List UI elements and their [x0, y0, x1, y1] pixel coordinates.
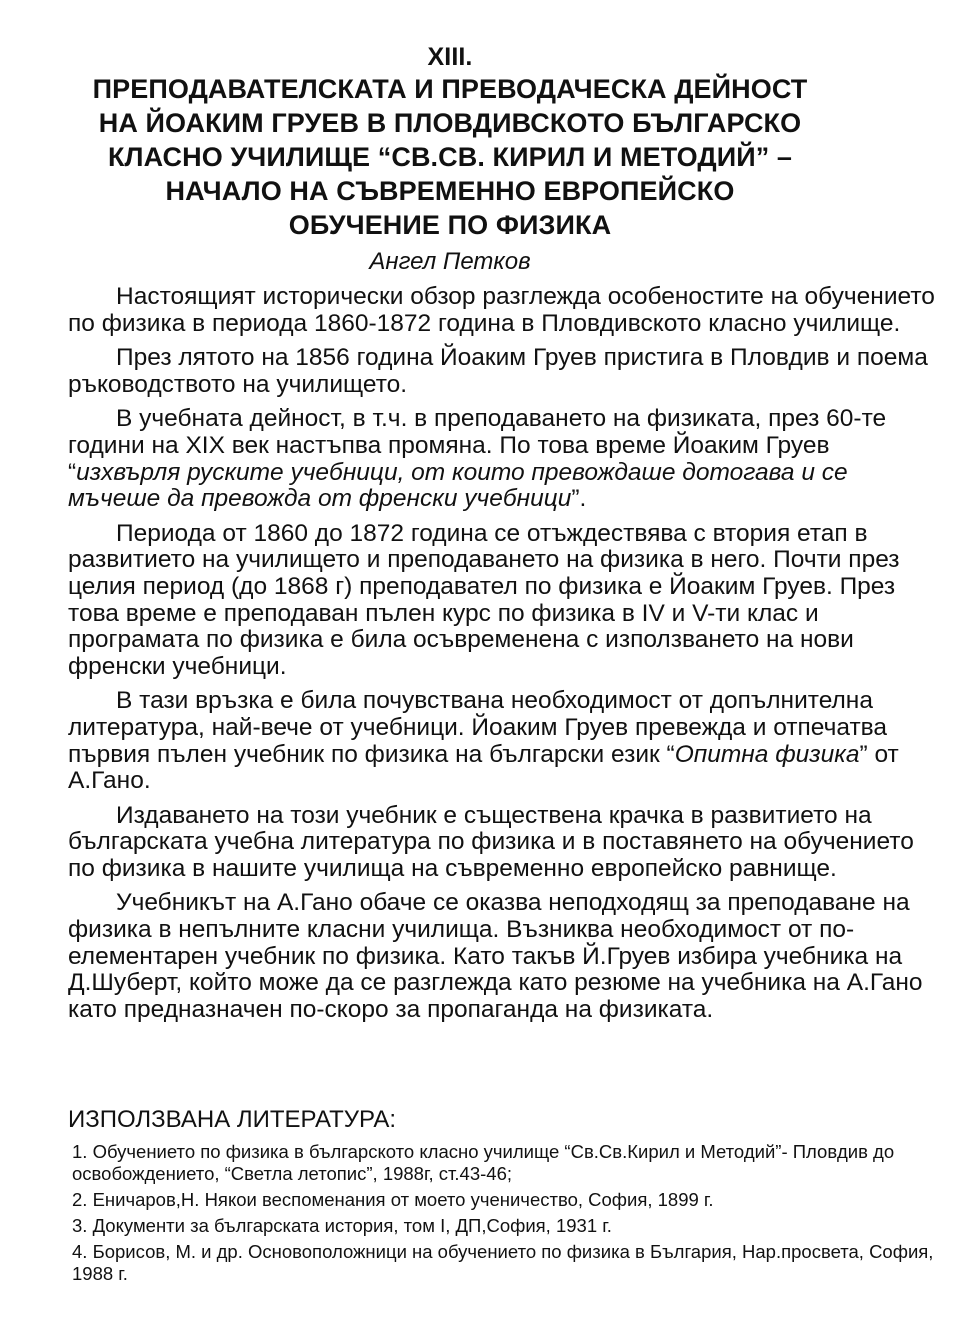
chapter-number: XIII.	[427, 43, 473, 71]
reference-item: 3. Документи за българската история, том I, ДП,София, 1931 г.	[72, 1215, 612, 1236]
paragraph: Настоящият исторически обзор разглежда особеностите на обучението по физика в периода 1860-1872 година в Пловдивското класно училище.	[68, 283, 935, 337]
reference-item: 4. Борисов, М. и др. Основоположници на обучението по физика в България, Нар.просвета, София, 1988 г.	[72, 1241, 934, 1284]
paragraph	[68, 688, 940, 794]
paragraph-text: ” от А.Гано.	[68, 740, 899, 795]
reference-item: 1. Обучението по физика в българското класно училище “Св.Св.Кирил и Методий”- Пловдив до освобождението, “Светла летопис”, 1988г, ст.43-46;	[72, 1141, 895, 1184]
article-title	[0, 72, 900, 242]
title-line: НАЧАЛО НА СЪВРЕМЕННО ЕВРОПЕЙСКО	[165, 176, 735, 206]
paragraph: Учебникът на А.Гано обаче се оказва неподходящ за преподаване на физика в непълните класни училища. Възниква необходимост от по-елементарен учебник по физика. Като такъв Й.Груев избира учебника на Д.Шуберт, който може да се разглежда като резюме на учебника на А.Гано като предназначен по-скоро за пропаганда на физиката.	[68, 889, 923, 1023]
paragraph	[68, 406, 940, 512]
paragraph-text: ”.	[571, 485, 587, 513]
references-list	[72, 1141, 942, 1289]
paragraph-text: В тази връзка е била почувствана необходимост от допълнителна литература, най-вече от учебници. Йоаким Груев превежда и отпечатва първия пълен учебник по физика на български език “	[68, 687, 888, 768]
references-heading: ИЗПОЛЗВАНА ЛИТЕРАТУРА:	[68, 1106, 397, 1133]
paragraph: Издаването на този учебник е съществена крачка в развитието на българската учебна литература по физика и в поставянето на обучението по физика в нашите училища на съвременно европейско равнище.	[68, 801, 914, 882]
book-title: Опитна физика	[674, 740, 860, 768]
article-body	[68, 284, 940, 1031]
author-name: Ангел Петков	[369, 248, 531, 275]
paragraph: Периода от 1860 до 1872 година се отъждествява с втория етап в развитието на училището и преподаването на физика в него. Почти през целия период (до 1868 г) преподавател по физика е Йоаким Груев. През това време е преподаван пълен курс по физика в IV и V-ти клас и програмата по физика е била осъвременена с използването на нови френски учебници.	[68, 519, 900, 680]
title-line: КЛАСНО УЧИЛИЩЕ “СВ.СВ. КИРИЛ И МЕТОДИЙ” –	[107, 142, 793, 172]
title-line: ПРЕПОДАВАТЕЛСКАТА И ПРЕВОДАЧЕСКА ДЕЙНОСТ	[92, 74, 808, 104]
quote-text: изхвърля руските учебници, от които превождаше дотогава и се мъчеше да превожда от френски учебници	[68, 458, 848, 513]
paragraph-text: В учебната дейност, в т.ч. в преподаването на физиката, през 60-те години на XIX век настъпва промяна. По това време Йоаким Груев “	[68, 405, 887, 486]
title-line: ОБУЧЕНИЕ ПО ФИЗИКА	[288, 210, 612, 240]
title-line: НА ЙОАКИМ ГРУЕВ В ПЛОВДИВСКОТО БЪЛГАРСКО	[98, 108, 802, 138]
paragraph: През лятото на 1856 година Йоаким Груев пристига в Пловдив и поема ръководството на училището.	[68, 344, 928, 398]
reference-item: 2. Еничаров,Н. Някои веспоменания от моето ученичество, София, 1899 г.	[72, 1189, 714, 1210]
